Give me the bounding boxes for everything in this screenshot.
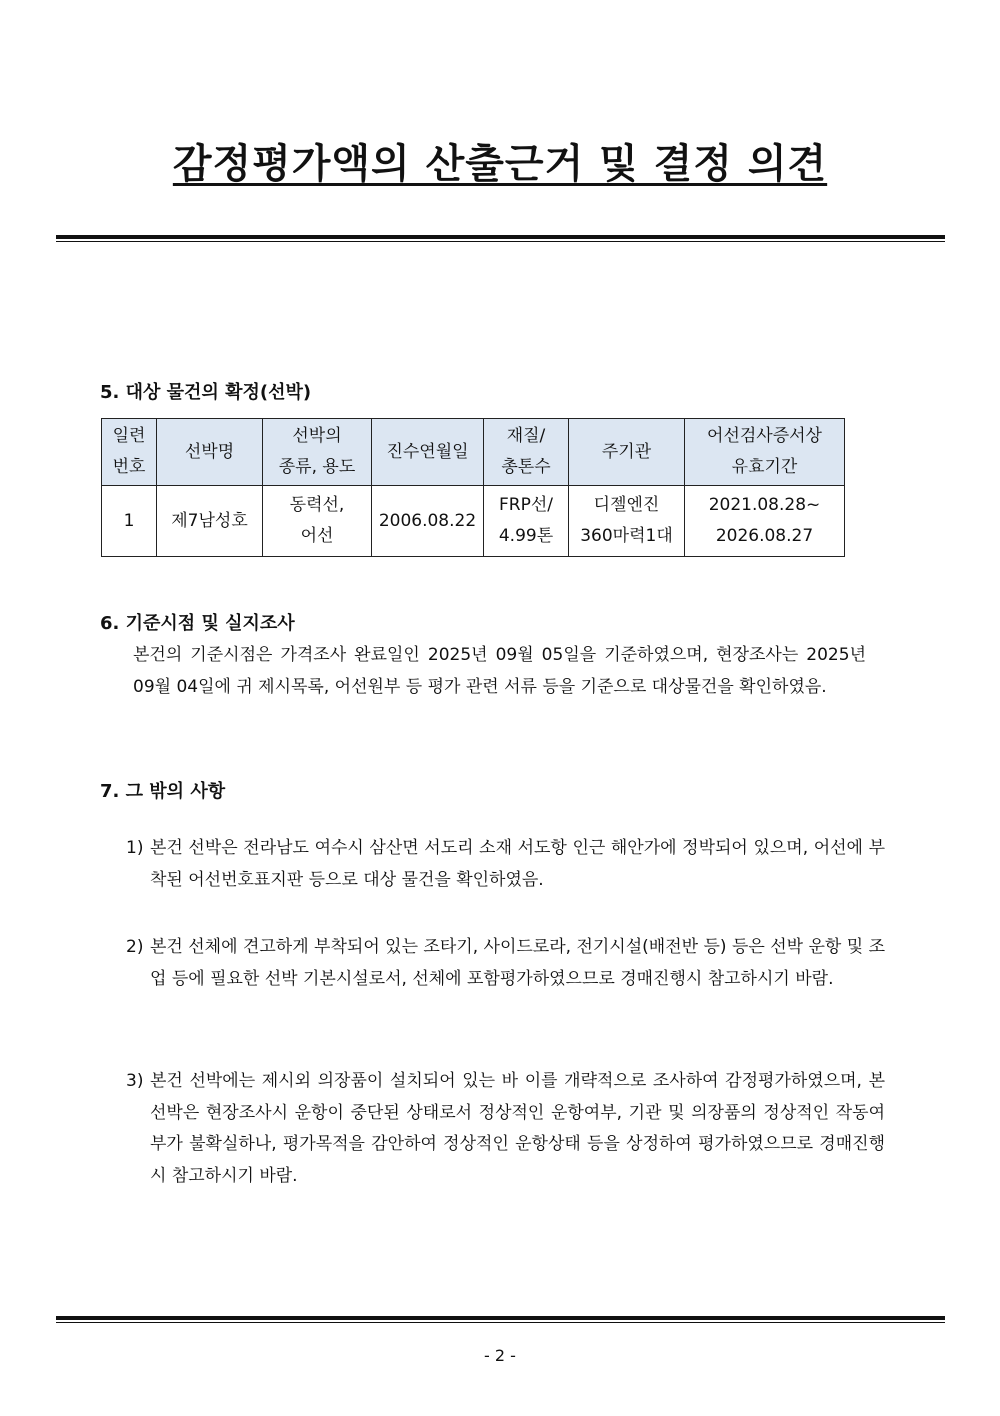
section6-body: 본건의 기준시점은 가격조사 완료일인 2025년 09월 05일을 기준하였으며, 현장조사는 2025년 09월 04일에 귀 제시목록, 어선원부 등 평가 관련 서류 등을 기준으로 대상물건을 확인하였음. [133, 645, 866, 697]
header-divider [56, 235, 945, 242]
footer-divider [56, 1316, 945, 1323]
cell-launch-date: 2006.08.22 [372, 486, 484, 557]
page-title-text: 감정평가액의 산출근거 및 결정 의견 [172, 141, 828, 187]
header-cell-vessel-name: 선박명 [157, 419, 263, 486]
item-text: 본건 선박에는 제시외 의장품이 설치되어 있는 바 이를 개략적으로 조사하여 감정평가하였으며, 본 선박은 현장조사시 운항이 중단된 상태로서 정상적인 운항여부, 기관 및 의장품의 정상적인 작동여부가 불확실하나, 평가목적을 감안하여 정상적인 운항상태 등을 상정하여 평가하였으므로 경매진행시 참고하시기 바람. [150, 1071, 885, 1186]
item-number: 2) [126, 937, 144, 957]
cell-material: FRP선/ 4.99톤 [484, 486, 569, 557]
item-number: 3) [126, 1071, 144, 1091]
cell-validity: 2021.08.28~ 2026.08.27 [685, 486, 845, 557]
cell-serial: 1 [102, 486, 157, 557]
vessel-table [101, 418, 845, 557]
header-cell-main-engine: 주기관 [569, 419, 685, 486]
section5-heading: 5. 대상 물건의 확정(선박) [100, 382, 312, 403]
item-text: 본건 선체에 견고하게 부착되어 있는 조타기, 사이드로라, 전기시설(배전반 등) 등은 선박 운항 및 조업 등에 필요한 선박 기본시설로서, 선체에 포함평가하였으므로 경매진행시 참고하시기 바람. [150, 937, 885, 989]
section7-heading: 7. 그 밖의 사항 [100, 781, 226, 802]
page-title [0, 132, 1000, 189]
table-row [102, 486, 845, 557]
item-text: 본건 선박은 전라남도 여수시 삼산면 서도리 소재 서도항 인근 해안가에 정박되어 있으며, 어선에 부착된 어선번호표지판 등으로 대상 물건을 확인하였음. [150, 838, 885, 890]
cell-vessel-type: 동력선, 어선 [263, 486, 372, 557]
cell-vessel-name: 제7남성호 [157, 486, 263, 557]
item-number: 1) [126, 838, 144, 858]
header-cell-vessel-type: 선박의 종류, 용도 [263, 419, 372, 486]
section6-heading: 6. 기준시점 및 실지조사 [100, 613, 295, 634]
header-cell-launch-date: 진수연월일 [372, 419, 484, 486]
table-header-row [102, 419, 845, 486]
page-number: - 2 - [484, 1346, 516, 1365]
header-cell-serial: 일련 번호 [102, 419, 157, 486]
header-cell-validity: 어선검사증서상 유효기간 [685, 419, 845, 486]
header-cell-material: 재질/ 총톤수 [484, 419, 569, 486]
cell-main-engine: 디젤엔진 360마력1대 [569, 486, 685, 557]
